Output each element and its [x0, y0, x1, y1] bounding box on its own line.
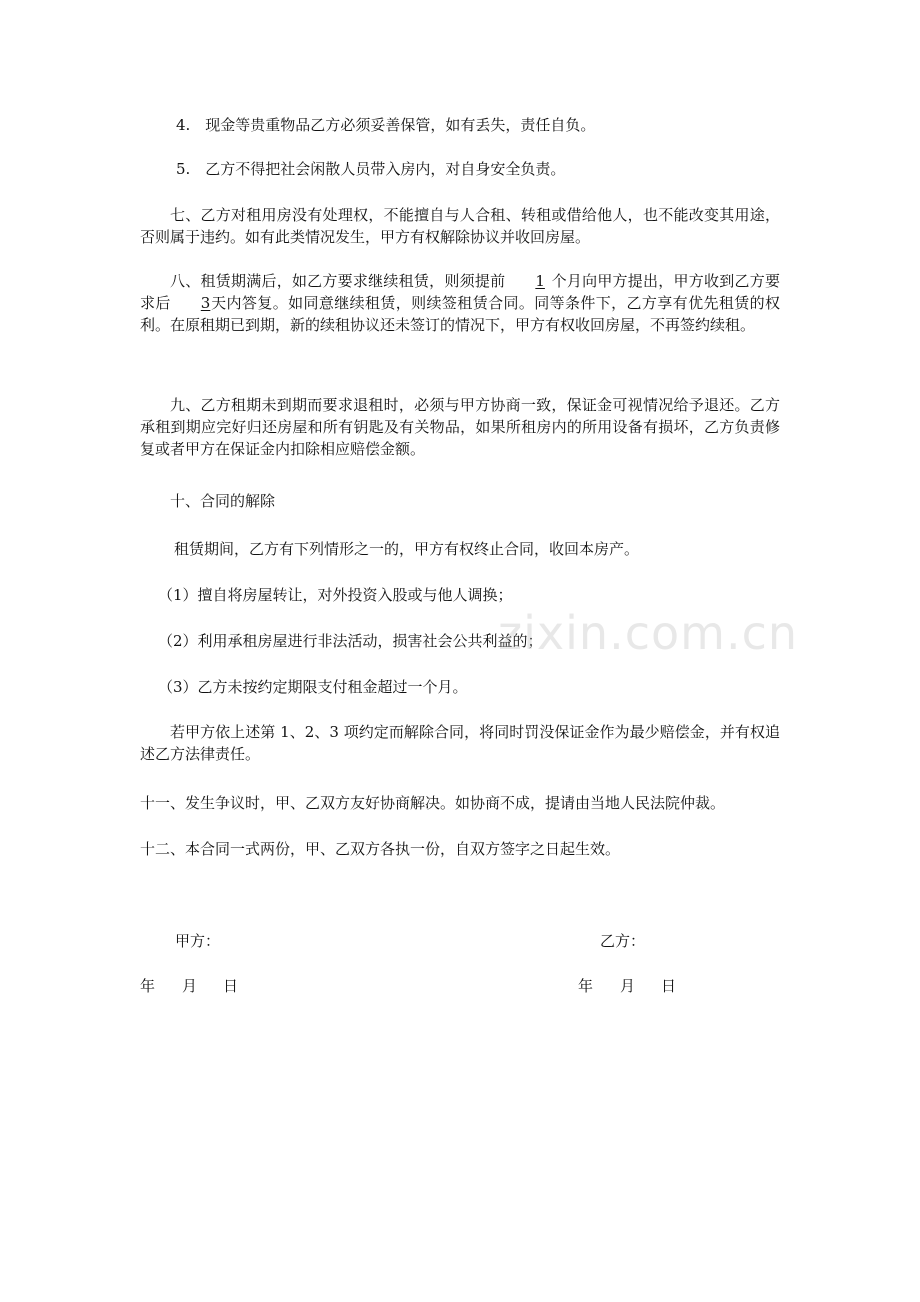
clause-8 — [140, 270, 780, 336]
item-5: 5. 乙方不得把社会闲散人员带入房内，对自身安全负责。 — [176, 160, 566, 178]
termination-case-3: （3）乙方未按约定期限支付租金超过一个月。 — [158, 678, 468, 696]
clause-12: 十二、本合同一式两份，甲、乙双方各执一份，自双方签字之日起生效。 — [140, 840, 621, 858]
party-b-label: 乙方： — [600, 932, 646, 950]
clause-8-part3: 天内答复。如同意继续租赁，则续签租赁合同。同等条件下，乙方享有优先租赁的权利。在原租期已到期，新的续租协议还未签订的情况下，甲方有权收回房屋，不再签约续租。 — [140, 294, 780, 334]
party-b-date-month: 月 — [620, 977, 636, 995]
party-a-date-month: 月 — [182, 977, 198, 995]
clause-10-intro: 租赁期间，乙方有下列情形之一的，甲方有权终止合同，收回本房产。 — [174, 540, 640, 558]
clause-9: 九、乙方租期未到期而要求退租时，必须与甲方协商一致，保证金可视情况给予退还。乙方承租到期应完好归还房屋和所有钥匙及有关物品，如果所租房内的所用设备有损坏，乙方负责修复或者甲方在保证金内扣除相应赔偿金额。 — [140, 396, 780, 458]
party-a-label: 甲方： — [175, 932, 221, 950]
item-4: 4. 现金等贵重物品乙方必须妥善保管，如有丢失，责任自负。 — [176, 116, 596, 134]
termination-case-1: （1）擅自将房屋转让，对外投资入股或与他人调换； — [158, 586, 513, 604]
renewal-months-value: 1 — [535, 272, 545, 290]
party-a-date — [140, 975, 238, 997]
clause-11: 十一、发生争议时，甲、乙双方友好协商解决。如协商不成，提请由当地人民法院仲裁。 — [140, 794, 726, 812]
party-b-date — [578, 975, 676, 997]
party-b-date-year: 年 — [578, 977, 594, 995]
clause-10-penalty: 若甲方依上述第 1、2、3 项约定而解除合同，将同时罚没保证金作为最少赔偿金，并有权追述乙方法律责任。 — [140, 723, 780, 763]
termination-case-2: （2）利用承租房屋进行非法活动，损害社会公共利益的； — [158, 632, 543, 650]
party-b-date-day: 日 — [661, 977, 677, 995]
reply-days-value: 3 — [200, 294, 211, 312]
party-a-date-day: 日 — [223, 977, 239, 995]
clause-8-part1: 八、租赁期满后，如乙方要求继续租赁，则须提前 — [170, 272, 506, 290]
clause-8-part2: 个月向甲方提出，甲方收到乙方要求后 — [140, 272, 780, 312]
clause-7: 七、乙方对租用房没有处理权，不能擅自与人合租、转租或借给他人，也不能改变其用途，否则属于违约。如有此类情况发生，甲方有权解除协议并收回房屋。 — [140, 206, 780, 246]
clause-10-title: 十、合同的解除 — [170, 492, 276, 510]
watermark-text: zixin.com.cn — [498, 606, 799, 660]
party-a-date-year: 年 — [140, 977, 156, 995]
